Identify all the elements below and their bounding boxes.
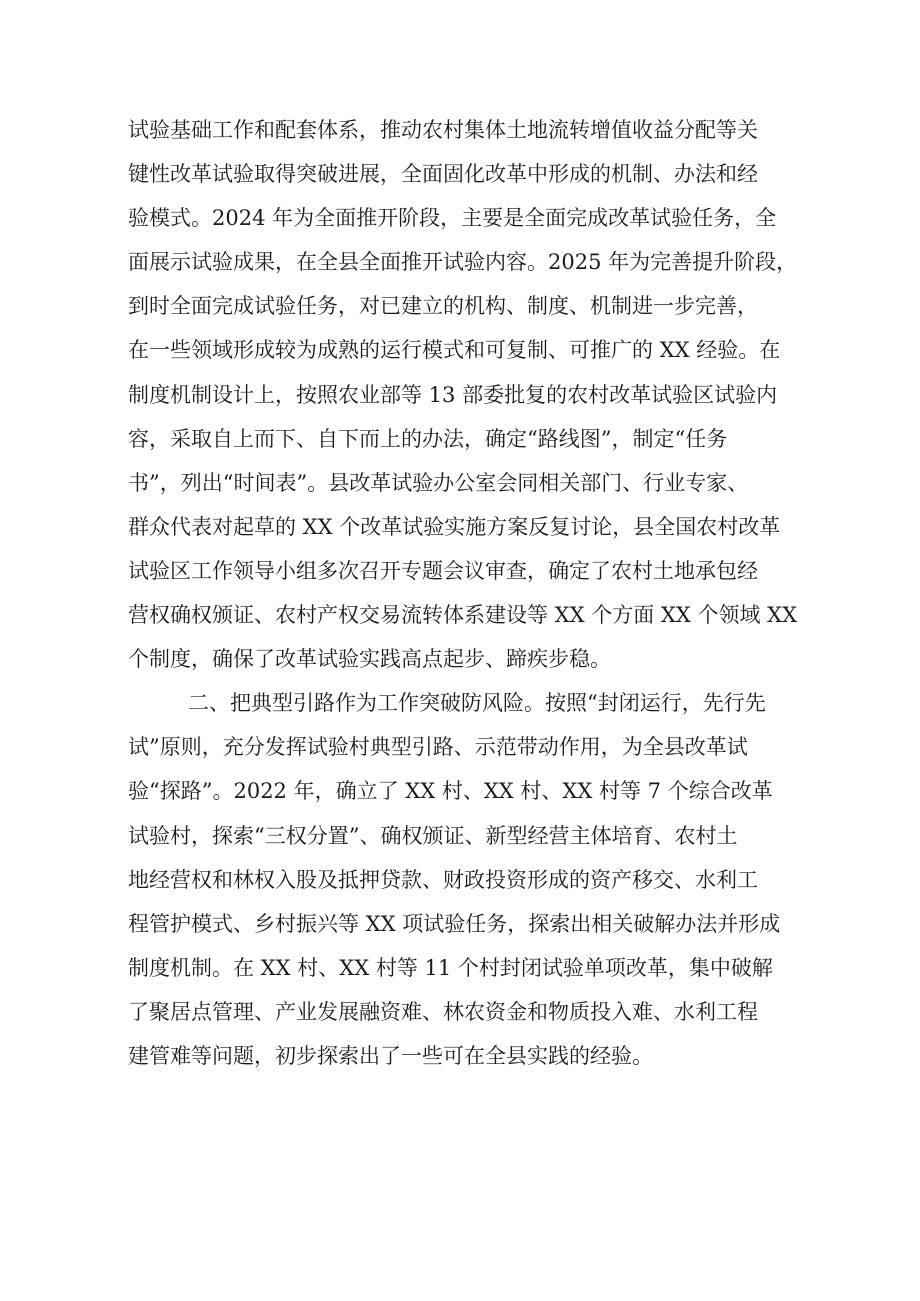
text-line: 制度机制设计上，按照农业部等 13 部委批复的农村改革试验区试验内 — [128, 382, 778, 407]
text-line: 面展示试验成果，在全县全面推开试验内容。2025 年为完善提升阶段， — [128, 250, 798, 275]
text-line: 容，采取自上而下、自下而上的办法，确定“路线图”，制定“任务 — [128, 426, 728, 451]
text-line: 建管难等问题，初步探索出了一些可在全县实践的经验。 — [128, 1043, 653, 1068]
document-body — [128, 108, 804, 1078]
text-line: 试验基础工作和配套体系，推动农村集体土地流转增值收益分配等关 — [128, 118, 758, 142]
text-line: 试”原则，充分发挥试验村典型引路、示范带动作用，为全县改革试 — [128, 735, 748, 760]
text-line: 书”，列出“时间表”。县改革试验办公室会同相关部门、行业专家、 — [128, 470, 749, 495]
text-line: 群众代表对起草的 XX 个改革试验实施方案反复讨论，县全国农村改革 — [128, 514, 781, 539]
text-line: 验“探路”。2022 年，确立了 XX 村、XX 村、XX 村等 7 个综合改革 — [128, 779, 773, 804]
text-line: 试验村，探索“三权分置”、确权颁证、新型经营主体培育、农村土 — [128, 823, 738, 848]
text-line: 键性改革试验取得突破进展，全面固化改革中形成的机制、办法和经 — [128, 162, 758, 187]
text-line: 验模式。2024 年为全面推开阶段，主要是全面完成改革试验任务，全 — [128, 206, 777, 231]
text-line: 地经营权和林权入股及抵押贷款、财政投资形成的资产移交、水利工 — [128, 867, 758, 892]
text-line: 在一些领域形成较为成熟的运行模式和可复制、可推广的 XX 经验。在 — [128, 338, 781, 363]
text-line: 个制度，确保了改革试验实践高点起步、蹄疾步稳。 — [128, 647, 611, 672]
text-line: 制度机制。在 XX 村、XX 村等 11 个村封闭试验单项改革，集中破解 — [128, 955, 773, 980]
text-line: 试验区工作领导小组多次召开专题会议审查，确定了农村土地承包经 — [128, 558, 758, 583]
section-heading-line: 二、把典型引路作为工作突破防风险。按照“封闭运行，先行先 — [188, 691, 766, 716]
text-line: 了聚居点管理、产业发展融资难、林农资金和物质投入难、水利工程 — [128, 999, 758, 1024]
text-line: 营权确权颁证、农村产权交易流转体系建设等 XX 个方面 XX 个领域 XX — [128, 603, 798, 628]
text-line: 程管护模式、乡村振兴等 XX 项试验任务，探索出相关破解办法并形成 — [128, 911, 781, 936]
text-line: 到时全面完成试验任务，对已建立的机构、制度、机制进一步完善， — [128, 294, 758, 319]
